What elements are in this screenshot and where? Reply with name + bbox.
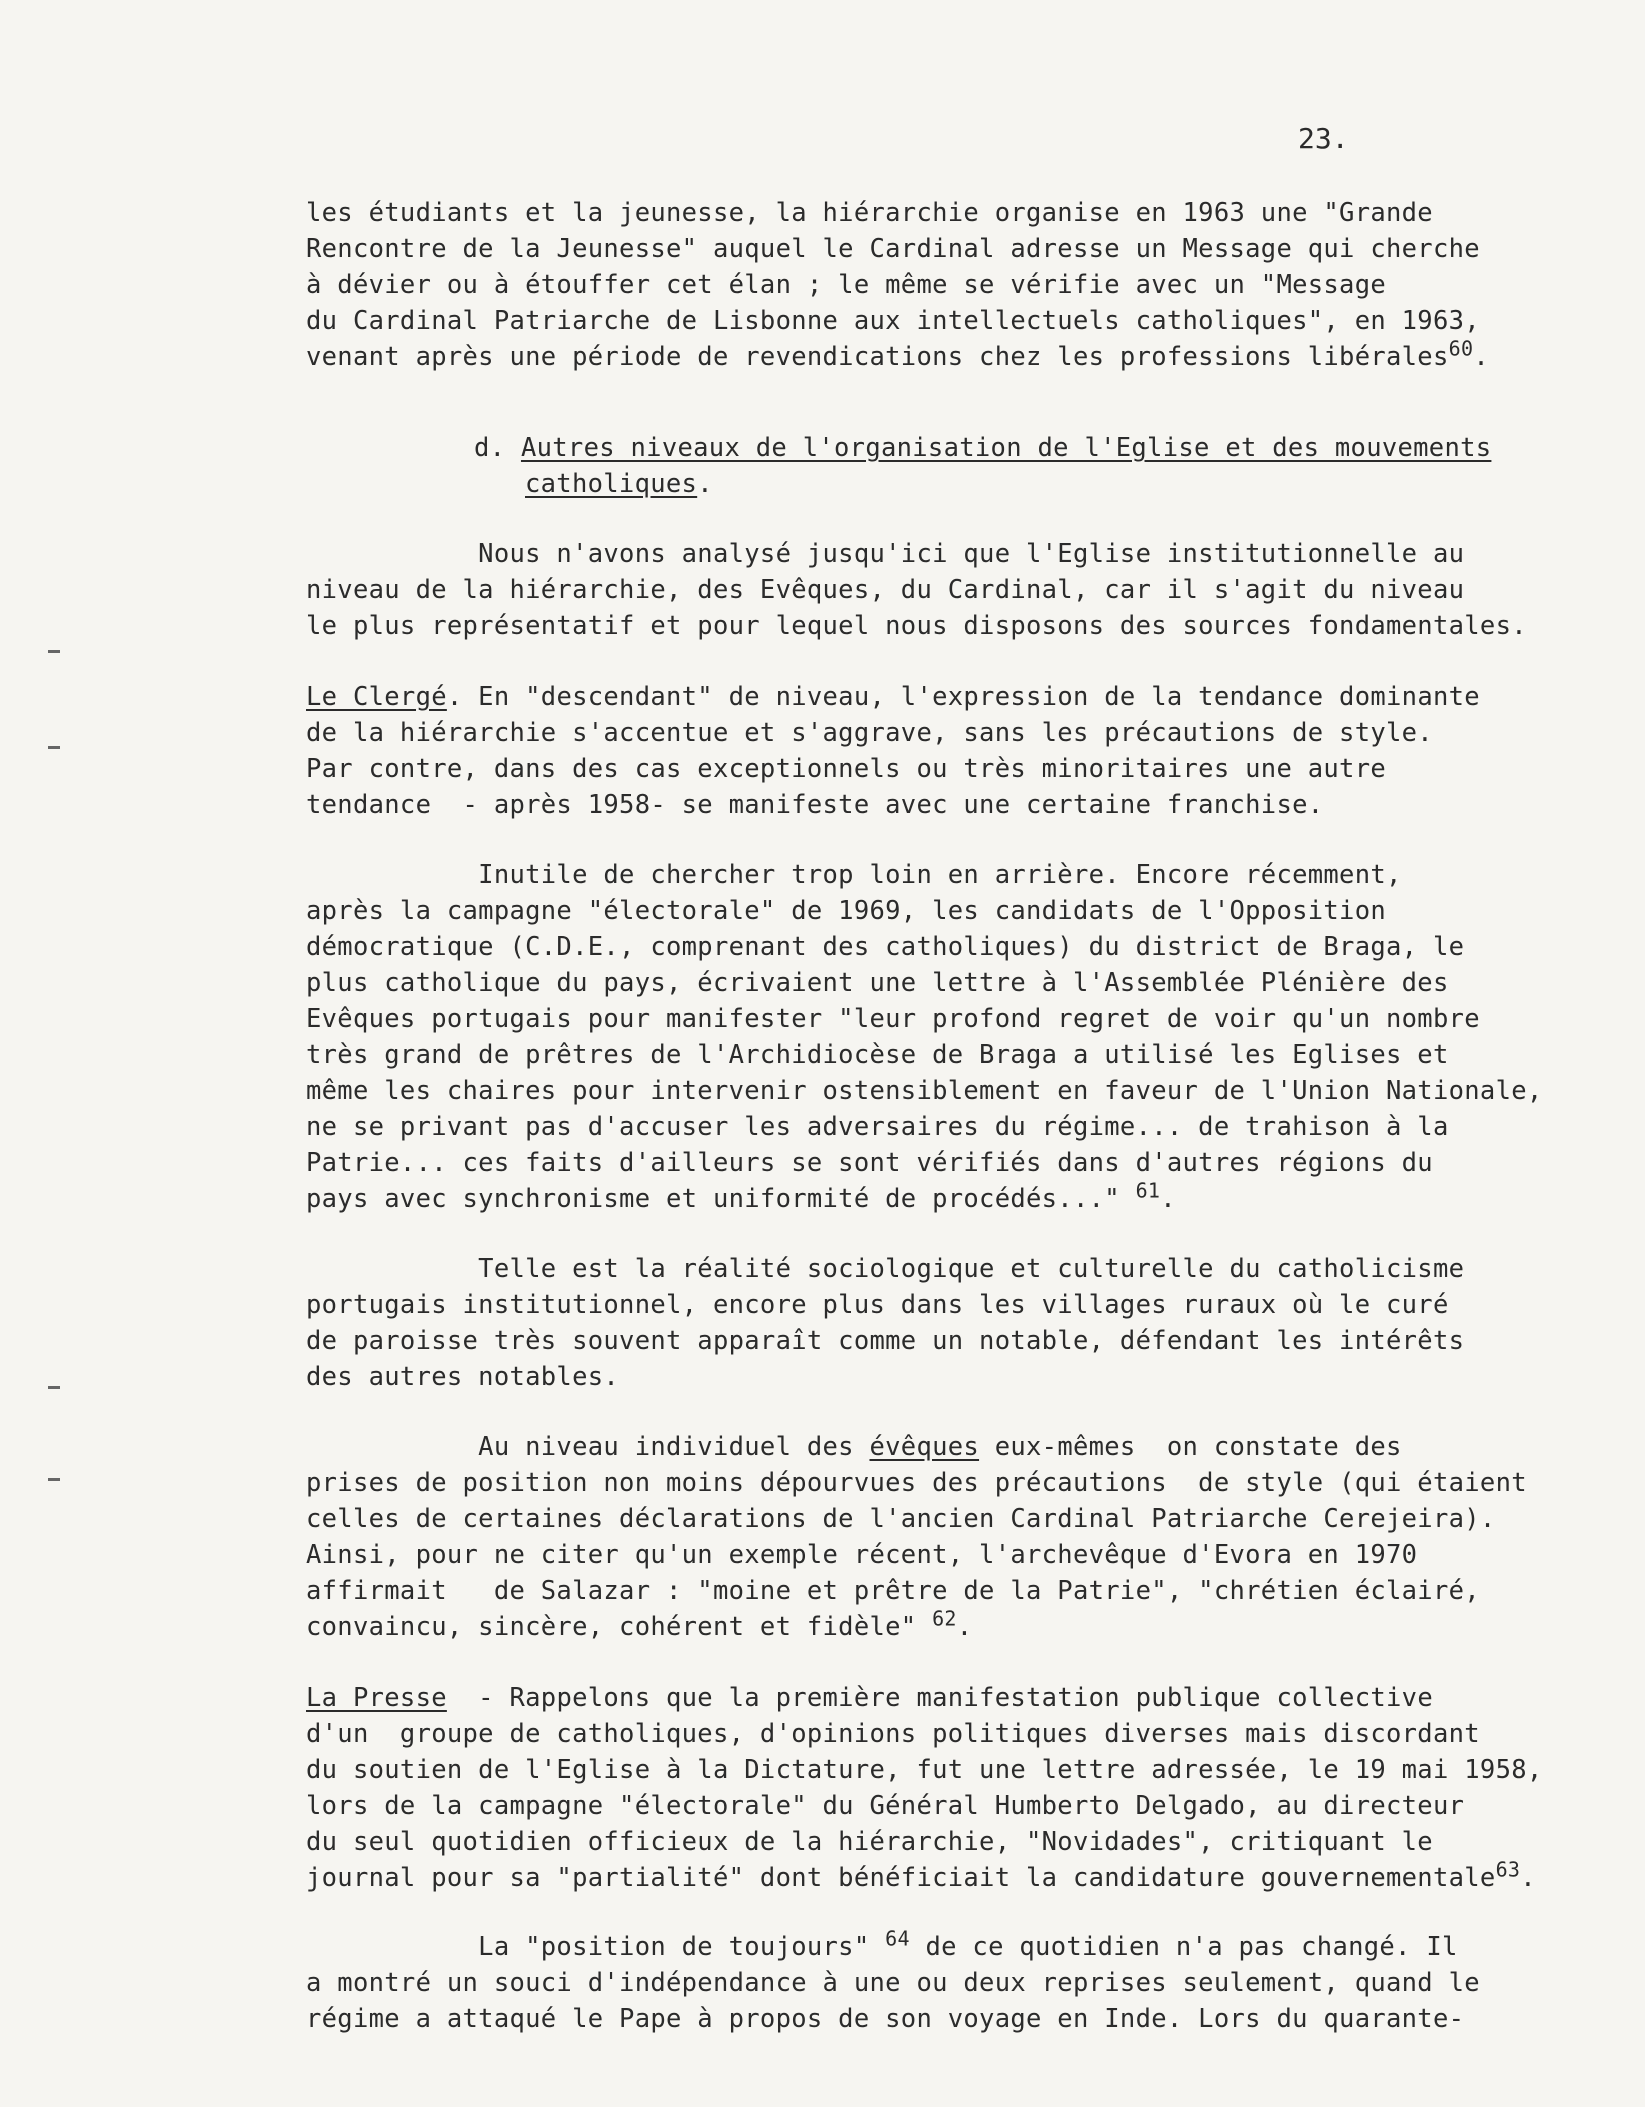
section-heading-d	[474, 430, 1645, 502]
text-line-content: pays avec synchronisme et uniformité de procédés..."	[306, 1184, 1136, 1214]
footnote-ref-60: 60	[1448, 336, 1474, 361]
text-line: portugais institutionnel, encore plus dans les villages ruraux où le curé	[306, 1290, 1449, 1320]
heading-line	[474, 430, 1645, 466]
text-line	[306, 1926, 1636, 1965]
text-line	[306, 336, 1636, 375]
punctuation: .	[956, 1612, 973, 1642]
page-number: 23.	[1298, 122, 1349, 155]
margin-mark	[48, 746, 60, 749]
footnote-ref-61: 61	[1135, 1178, 1161, 1203]
paragraph-eveques	[306, 1429, 1636, 1645]
margin-mark	[48, 1478, 60, 1481]
text-line	[306, 679, 1636, 715]
text-line: lors de la campagne "électorale" du Général Humberto Delgado, au directeur	[306, 1791, 1465, 1821]
paragraph-quotidien	[306, 1926, 1636, 2037]
text-line: prises de position non moins dépourvues des précautions de style (qui étaient	[306, 1468, 1527, 1498]
text-line: après la campagne "électorale" de 1969, les candidats de l'Opposition	[306, 896, 1387, 926]
text-line: Evêques portugais pour manifester "leur profond regret de voir qu'un nombre	[306, 1004, 1480, 1034]
text-line: très grand de prêtres de l'Archidiocèse de Braga a utilisé les Eglises et	[306, 1040, 1449, 1070]
text-line: d'un groupe de catholiques, d'opinions politiques diverses mais discordant	[306, 1719, 1480, 1749]
text-line	[306, 1606, 1636, 1645]
text-line: Rencontre de la Jeunesse" auquel le Cardinal adresse un Message qui cherche	[306, 234, 1480, 264]
text-line: affirmait de Salazar : "moine et prêtre de la Patrie", "chrétien éclairé,	[306, 1576, 1480, 1606]
text-line: niveau de la hiérarchie, des Evêques, du Cardinal, car il s'agit du niveau	[306, 575, 1465, 605]
section-title: Autres niveaux de l'organisation de l'Eglise et des mouvements	[520, 433, 1492, 463]
paragraph-clerge	[306, 679, 1636, 823]
text-line: démocratique (C.D.E., comprenant des catholiques) du district de Braga, le	[306, 932, 1465, 962]
footnote-ref-64: 64	[885, 1926, 910, 1951]
text-line	[306, 1178, 1636, 1217]
text-line: Ainsi, pour ne citer qu'un exemple récent, l'archevêque d'Evora en 1970	[306, 1540, 1418, 1570]
text-line: Telle est la réalité sociologique et culturelle du catholicisme	[306, 1254, 1465, 1284]
punctuation: .	[1473, 342, 1489, 372]
text-line: Par contre, dans des cas exceptionnels ou très minoritaires une autre	[306, 754, 1387, 784]
text-line: du seul quotidien officieux de la hiérarchie, "Novidades", critiquant le	[306, 1827, 1433, 1857]
paragraph-opposition	[306, 857, 1636, 1217]
underlined-eveques: évêques	[869, 1432, 980, 1462]
section-title-cont: catholiques	[525, 469, 698, 499]
margin-mark	[48, 650, 60, 653]
subheading-presse: La Presse	[306, 1683, 447, 1713]
text-line: a montré un souci d'indépendance à une ou deux reprises seulement, quand le	[306, 1968, 1480, 1998]
text-line-content: de ce quotidien n'a pas changé. Il	[909, 1932, 1458, 1962]
subheading-clerge: Le Clergé	[306, 682, 447, 712]
text-line: tendance - après 1958- se manifeste avec une certaine franchise.	[306, 790, 1324, 820]
text-line: celles de certaines déclarations de l'ancien Cardinal Patriarche Cerejeira).	[306, 1504, 1496, 1534]
text-line: des autres notables.	[306, 1362, 620, 1392]
footnote-ref-63: 63	[1495, 1857, 1521, 1882]
heading-line	[474, 466, 1645, 502]
text-line-content: La "position de toujours"	[306, 1932, 886, 1962]
text-line: de paroisse très souvent apparaît comme un notable, défendant les intérêts	[306, 1326, 1465, 1356]
text-line: ne se privant pas d'accuser les adversaires du régime... de trahison à la	[306, 1112, 1449, 1142]
punctuation: .	[1520, 1863, 1536, 1893]
text-line-content: eux-mêmes on constate des	[979, 1432, 1402, 1462]
text-line-content: convaincu, sincère, cohérent et fidèle"	[306, 1612, 933, 1642]
footnote-ref-62: 62	[932, 1606, 957, 1631]
text-line: du soutien de l'Eglise à la Dictature, fut une lettre adressée, le 19 mai 1958,	[306, 1755, 1543, 1785]
text-line: à dévier ou à étouffer cet élan ; le même se vérifie avec un "Message	[306, 270, 1387, 300]
text-line: de la hiérarchie s'accentue et s'aggrave, sans les précautions de style.	[306, 718, 1433, 748]
text-line: du Cardinal Patriarche de Lisbonne aux intellectuels catholiques", en 1963,	[306, 306, 1480, 336]
text-line: Patrie... ces faits d'ailleurs se sont vérifiés dans d'autres régions du	[306, 1148, 1433, 1178]
text-line: les étudiants et la jeunesse, la hiérarchie organise en 1963 une "Grande	[306, 198, 1433, 228]
text-line-content: journal pour sa "partialité" dont bénéficiait la candidature gouvernementale	[306, 1863, 1496, 1893]
text-line-content: . En "descendant" de niveau, l'expression de la tendance dominante	[446, 682, 1480, 712]
text-line: le plus représentatif et pour lequel nous disposons des sources fondamentales.	[306, 611, 1527, 641]
paragraph-presse	[306, 1680, 1636, 1896]
text-line: Nous n'avons analysé jusqu'ici que l'Eglise institutionnelle au	[306, 539, 1465, 569]
text-line: plus catholique du pays, écrivaient une lettre à l'Assemblée Plénière des	[306, 968, 1449, 998]
text-line	[306, 1857, 1636, 1896]
text-line	[306, 1429, 1636, 1465]
section-letter: d.	[474, 433, 506, 463]
punctuation: .	[1160, 1184, 1176, 1214]
paragraph-jeunesse	[306, 195, 1636, 375]
text-line	[306, 1680, 1636, 1716]
paragraph-realite	[306, 1251, 1636, 1395]
text-line-content: Au niveau individuel des	[306, 1432, 870, 1462]
punctuation: .	[697, 469, 713, 499]
text-line-content: venant après une période de revendications chez les professions libérales	[306, 342, 1449, 372]
paragraph-eglise-institutionnelle	[306, 536, 1636, 644]
text-line: Inutile de chercher trop loin en arrière. Encore récemment,	[306, 860, 1402, 890]
text-line-content: - Rappelons que la première manifestation publique collective	[446, 1683, 1433, 1713]
text-line: même les chaires pour intervenir ostensiblement en faveur de l'Union Nationale,	[306, 1076, 1543, 1106]
margin-mark	[48, 1386, 60, 1389]
text-line: régime a attaqué le Pape à propos de son voyage en Inde. Lors du quarante-	[306, 2004, 1465, 2034]
